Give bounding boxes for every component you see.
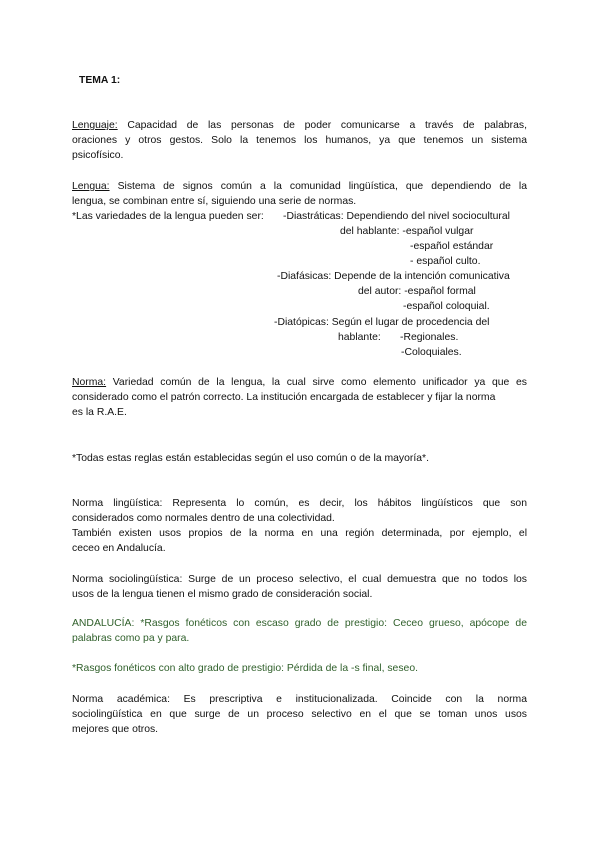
diatopicas-item-coloquiales: -Coloquiales.	[401, 347, 462, 358]
andalucia-line-2: palabras como pa y para.	[72, 633, 190, 644]
norma-linguistica-line-1: Norma lingüística: Representa lo común, es decir, los hábitos lingüísticos que son	[72, 498, 527, 509]
norma-academica-line-2: sociolingüística en que surge de un proceso selectivo en el que se toman unos usos	[72, 709, 527, 720]
lenguaje-term: Lenguaje:	[72, 120, 118, 131]
lengua-paragraph	[72, 179, 527, 209]
norma-line-1: Variedad común de la lengua, la cual sirve como elemento unificador ya que es	[106, 377, 527, 388]
norma-line-2: considerado como el patrón correcto. La institución encargada de establecer y fijar la norma	[72, 392, 496, 403]
lengua-line-2: lengua, se combinan entre sí, siguiendo una serie de normas.	[72, 196, 357, 207]
diastraticas-sub: del hablante: -español vulgar	[340, 226, 474, 237]
diastraticas-item-culto: - español culto.	[410, 256, 481, 267]
diafasicas-item-coloquial: -español coloquial.	[403, 301, 490, 312]
diafasicas-head: -Diafásicas: Depende de la intención comunicativa	[277, 271, 510, 282]
norma-sociolinguistica-line-2: usos de la lengua tienen el mismo grado de consideración social.	[72, 589, 373, 600]
variedades-intro: *Las variedades de la lengua pueden ser:	[72, 211, 264, 222]
norma-academica-paragraph	[72, 692, 527, 737]
andalucia-alto-prestigio: *Rasgos fonéticos con alto grado de prestigio: Pérdida de la -s final, seseo.	[72, 663, 418, 674]
andalucia-line-1: ANDALUCÍA: *Rasgos fonéticos con escaso grado de prestigio: Ceceo grueso, apócope de	[72, 618, 527, 629]
lenguaje-line-2: oraciones y otros gestos. Solo la tenemos los humanos, ya que tenemos un sistema	[72, 135, 527, 146]
lenguaje-line-3: psicofísico.	[72, 150, 124, 161]
norma-sociolinguistica-paragraph	[72, 572, 527, 602]
diastraticas-head: -Diastráticas: Dependiendo del nivel sociocultural	[283, 211, 510, 222]
norma-sociolinguistica-line-1: Norma sociolingüística: Surge de un proceso selectivo, el cual demuestra que no todos los	[72, 574, 527, 585]
lenguaje-paragraph	[72, 118, 527, 163]
diafasicas-sub: del autor: -español formal	[358, 286, 476, 297]
page-title: TEMA 1:	[79, 75, 121, 86]
norma-linguistica-line-4: ceceo en Andalucía.	[72, 543, 166, 554]
norma-line-3: es la R.A.E.	[72, 407, 127, 418]
norma-paragraph	[72, 375, 527, 420]
andalucia-paragraph	[72, 616, 527, 646]
lengua-line-1: Sistema de signos común a la comunidad lingüística, que dependiendo de la	[109, 181, 527, 192]
norma-academica-line-3: mejores que otros.	[72, 724, 159, 735]
norma-linguistica-line-3: También existen usos propios de la norma en una región determinada, por ejemplo, el	[72, 528, 527, 539]
lenguaje-line-1: Capacidad de las personas de poder comunicarse a través de palabras,	[117, 120, 527, 131]
lengua-term: Lengua:	[72, 181, 110, 192]
diatopicas-head: -Diatópicas: Según el lugar de procedencia del	[274, 317, 490, 328]
diatopicas-item-regionales: -Regionales.	[400, 332, 459, 343]
diastraticas-item-estandar: -español estándar	[410, 241, 494, 252]
norma-linguistica-paragraph	[72, 496, 527, 556]
norma-academica-line-1: Norma académica: Es prescriptiva e institucionalizada. Coincide con la norma	[72, 694, 527, 705]
diatopicas-sub-label: hablante:	[338, 332, 381, 343]
norma-linguistica-line-2: considerados como normales dentro de una colectividad.	[72, 513, 335, 524]
nota-reglas: *Todas estas reglas están establecidas según el uso común o de la mayoría*.	[72, 453, 429, 464]
norma-term: Norma:	[72, 377, 107, 388]
